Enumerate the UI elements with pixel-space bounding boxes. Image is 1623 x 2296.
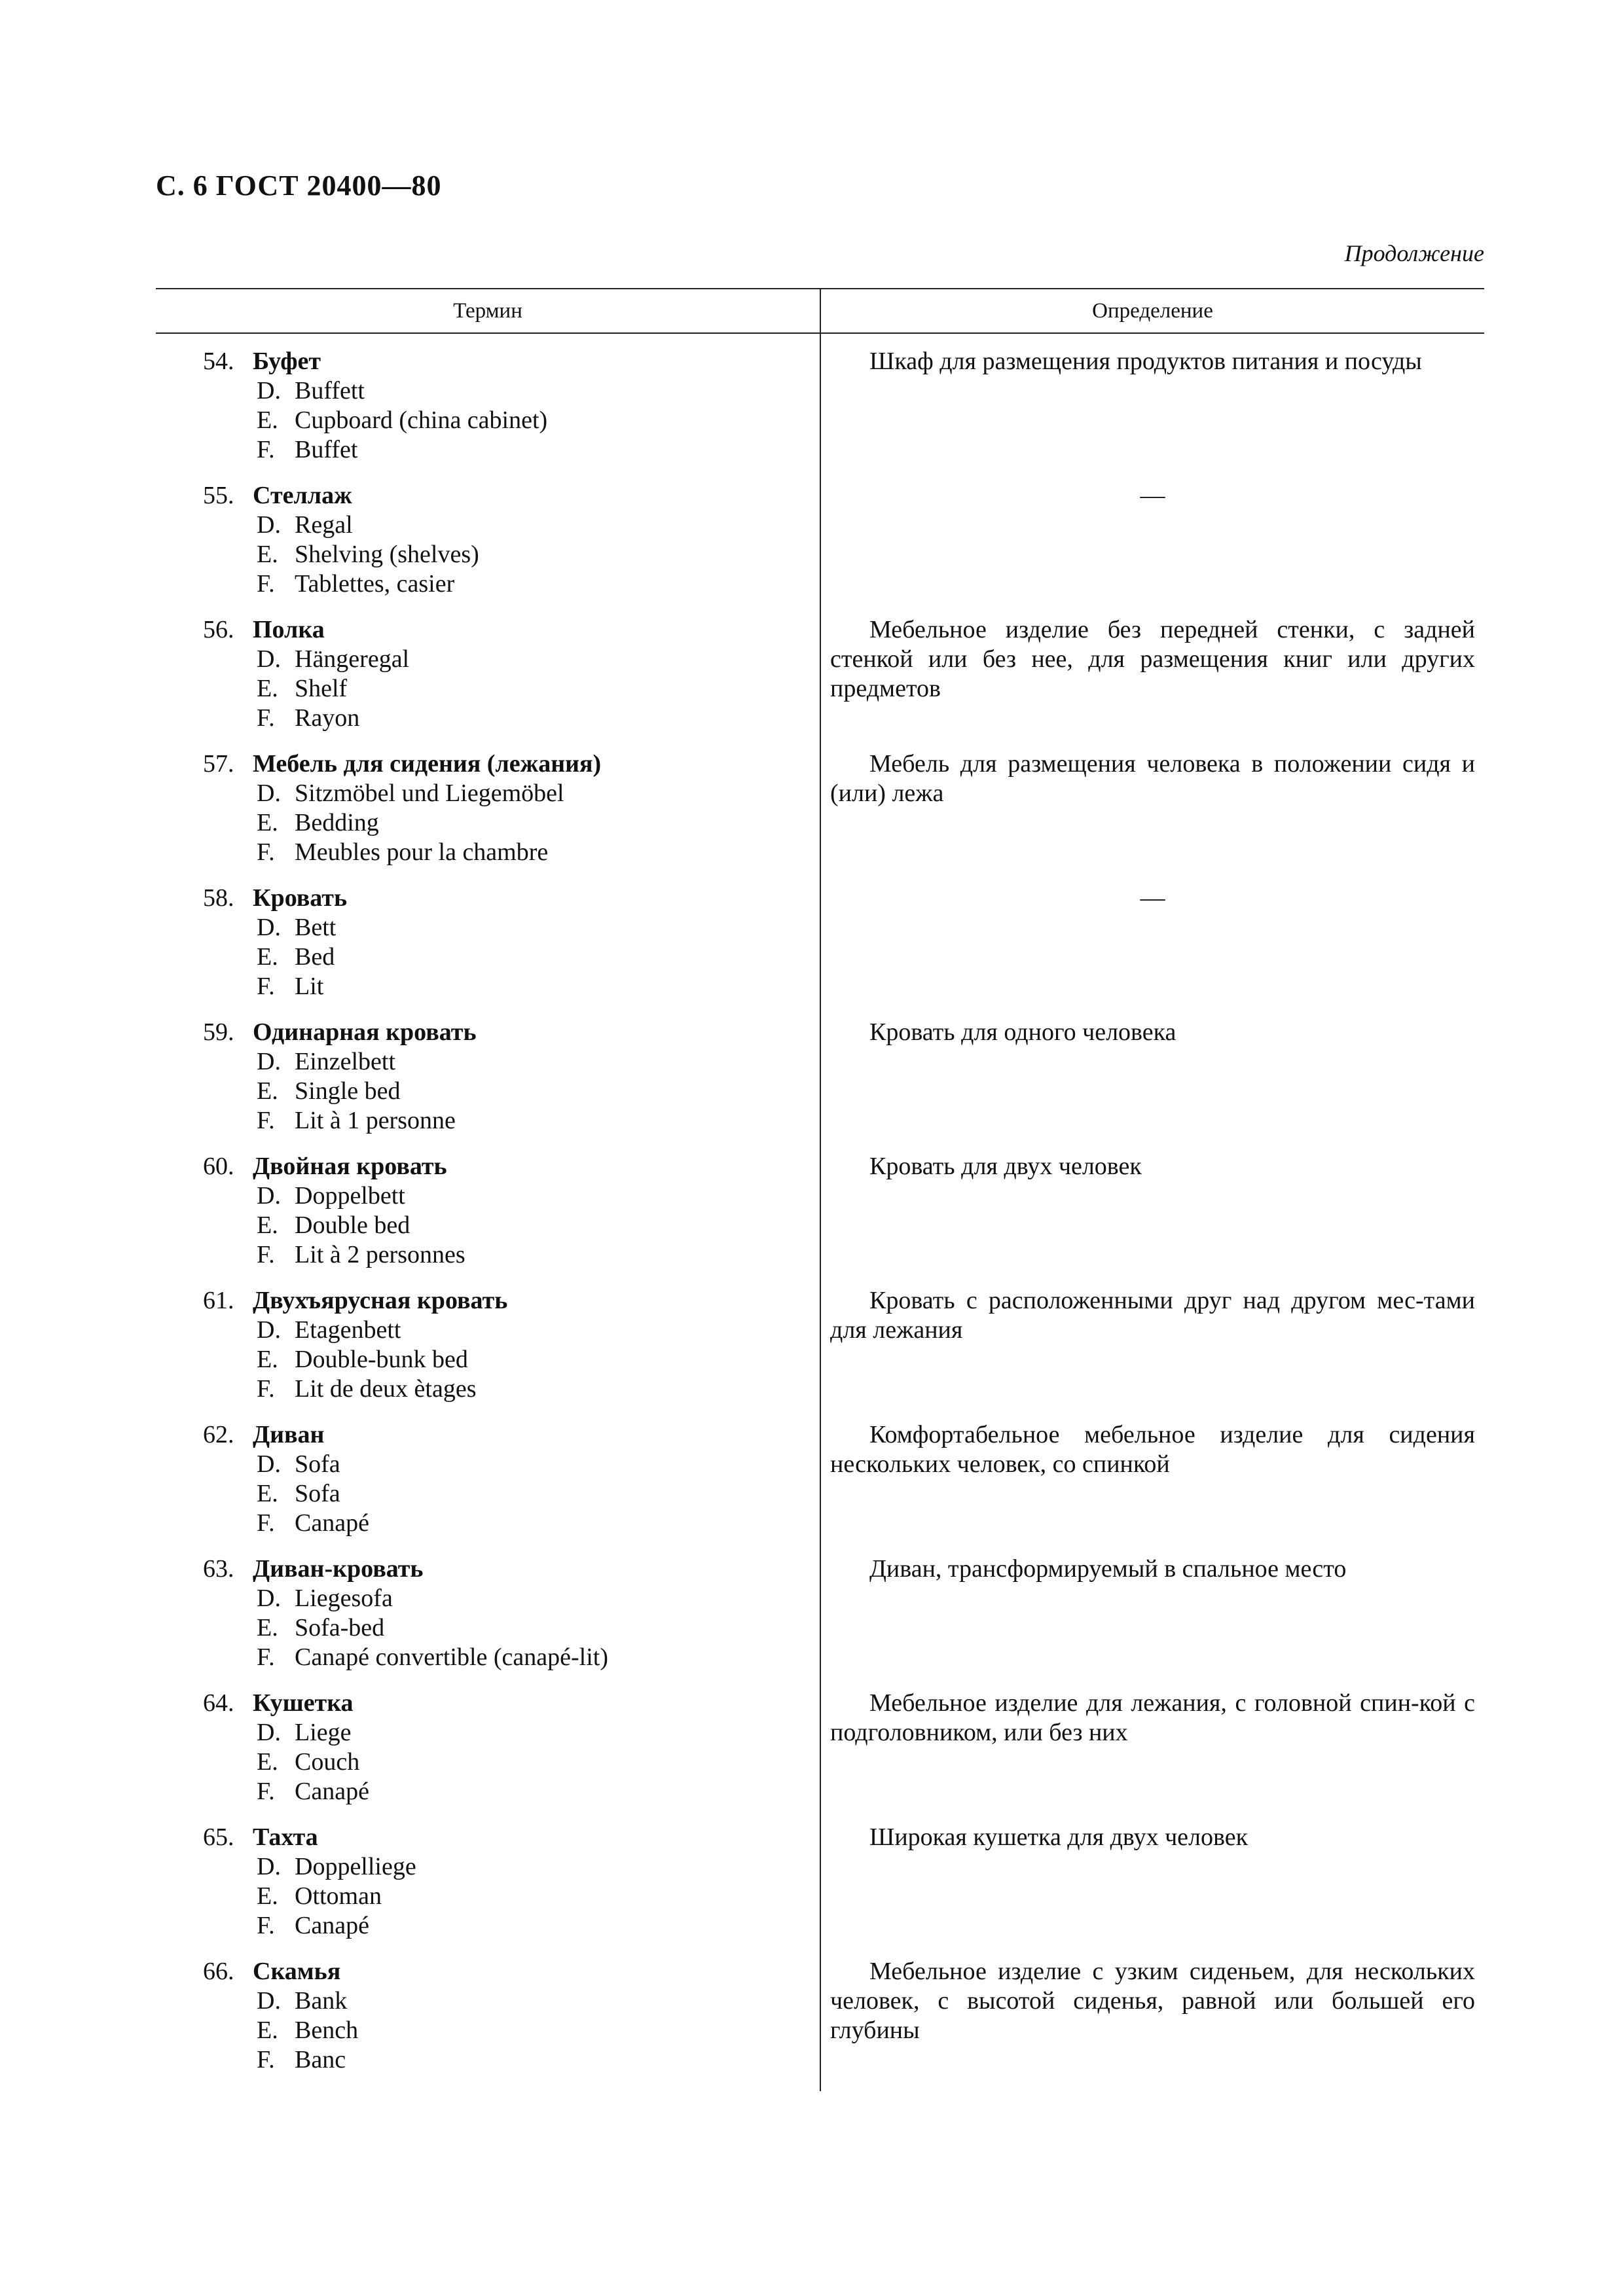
lang-code: E.: [257, 1748, 278, 1776]
term-line: [156, 1420, 820, 1450]
term-german: D. Doppelliege: [257, 1853, 416, 1880]
term-german: D. Liegesofa: [257, 1585, 393, 1612]
term-name: Одинарная кровать: [253, 1018, 477, 1046]
definition-text: Кровать для двух человек: [869, 1153, 1142, 1180]
term-german: D. Regal: [257, 511, 353, 539]
term-number: 62.: [203, 1421, 234, 1448]
definition-cell: [820, 1823, 1484, 1957]
term-name: Кушетка: [253, 1689, 354, 1717]
term-english: E. Double bed: [257, 1211, 410, 1239]
lang-code: D.: [257, 1585, 281, 1612]
table-row: [156, 884, 1484, 1018]
term-line: [156, 884, 820, 913]
term-line: [156, 1554, 820, 1584]
term-german: D. Sofa: [257, 1450, 340, 1478]
lang-code: D.: [257, 511, 281, 539]
lang-code: E.: [257, 1346, 278, 1373]
term-number: 60.: [203, 1153, 234, 1180]
term-line: [156, 1018, 820, 1047]
lang-code: E.: [257, 1614, 278, 1641]
term-cell: [156, 347, 820, 481]
definition-text: Широкая кушетка для двух человек: [869, 1823, 1249, 1851]
lang-code: D.: [257, 1316, 281, 1344]
term-french: F. Canapé: [257, 1509, 369, 1537]
definition-cell: [820, 884, 1484, 1018]
lang-code: D.: [257, 1182, 281, 1210]
term-cell: [156, 1957, 820, 2091]
definition-cell: [820, 1152, 1484, 1286]
term-name: Диван-кровать: [253, 1555, 424, 1583]
term-cell: [156, 1018, 820, 1152]
term-number: 59.: [203, 1018, 234, 1046]
lang-code: E.: [257, 406, 278, 434]
term-number: 56.: [203, 616, 234, 643]
term-german: D. Bank: [257, 1987, 348, 2015]
definition-text: Мебельное изделие без передней стенки, с задней стенкой или без нее, для размещения книг или других предметов: [830, 616, 1475, 702]
term-line: [156, 1286, 820, 1316]
lang-code: F.: [257, 1643, 275, 1671]
definition-cell: [820, 1957, 1484, 2091]
table-row: [156, 1152, 1484, 1286]
term-cell: [156, 615, 820, 749]
term-french: F. Buffet: [257, 436, 358, 463]
term-english: E. Bench: [257, 2017, 359, 2044]
lang-code: F.: [257, 1778, 275, 1805]
lang-code: E.: [257, 1480, 278, 1507]
lang-code: F.: [257, 1241, 275, 1268]
term-name: Скамья: [253, 1958, 341, 1985]
term-english: E. Shelving (shelves): [257, 541, 479, 568]
lang-code: E.: [257, 541, 278, 568]
table-row: [156, 1554, 1484, 1689]
term-line: [156, 481, 820, 511]
term-german: D. Bett: [257, 914, 337, 941]
table-row: [156, 481, 1484, 615]
lang-code: F.: [257, 704, 275, 732]
term-german: D. Einzelbett: [257, 1048, 396, 1075]
lang-code: D.: [257, 1853, 281, 1880]
lang-code: E.: [257, 675, 278, 702]
definition-text: —: [1140, 884, 1165, 912]
term-cell: [156, 884, 820, 1018]
terms-table: [156, 288, 1484, 2091]
table-row: [156, 1018, 1484, 1152]
term-line: [156, 1152, 820, 1181]
definition-text: Мебель для размещения человека в положении сидя и (или) лежа: [830, 750, 1475, 807]
term-english: E. Single bed: [257, 1077, 401, 1105]
term-name: Буфет: [253, 348, 321, 375]
lang-code: E.: [257, 943, 278, 971]
term-number: 65.: [203, 1823, 234, 1851]
term-german: D. Doppelbett: [257, 1182, 405, 1210]
table-row: [156, 1689, 1484, 1823]
term-french: F. Lit à 1 personne: [257, 1107, 456, 1134]
term-number: 55.: [203, 482, 234, 509]
term-english: E. Couch: [257, 1748, 360, 1776]
lang-code: D.: [257, 645, 281, 673]
term-name: Двухъярусная кровать: [253, 1287, 508, 1314]
continuation-label: Продолжение: [1344, 240, 1484, 266]
term-name: Полка: [253, 616, 325, 643]
lang-code: F.: [257, 1107, 275, 1134]
term-cell: [156, 1689, 820, 1823]
lang-code: D.: [257, 1987, 281, 2015]
definition-text: Диван, трансформируемый в спальное место: [869, 1555, 1347, 1583]
term-line: [156, 615, 820, 645]
lang-code: D.: [257, 914, 281, 941]
lang-code: F.: [257, 838, 275, 866]
lang-code: E.: [257, 809, 278, 836]
table-row: [156, 1420, 1484, 1554]
definition-text: Кровать с расположенными друг над другом мес-тами для лежания: [830, 1287, 1475, 1344]
term-english: E. Bedding: [257, 809, 379, 836]
definition-cell: [820, 481, 1484, 615]
table-body: [156, 334, 1484, 2091]
term-name: Диван: [253, 1421, 325, 1448]
table-row: [156, 1823, 1484, 1957]
term-number: 66.: [203, 1958, 234, 1985]
term-french: F. Lit à 2 personnes: [257, 1241, 465, 1268]
term-name: Двойная кровать: [253, 1153, 447, 1180]
term-cell: [156, 1823, 820, 1957]
term-english: E. Shelf: [257, 675, 348, 702]
term-name: Стеллаж: [253, 482, 352, 509]
lang-code: D.: [257, 1048, 281, 1075]
lang-code: E.: [257, 2017, 278, 2044]
term-name: Тахта: [253, 1823, 318, 1851]
lang-code: D.: [257, 1450, 281, 1478]
lang-code: D.: [257, 780, 281, 807]
term-cell: [156, 749, 820, 884]
term-french: F. Lit: [257, 973, 324, 1000]
term-english: E. Sofa: [257, 1480, 340, 1507]
term-french: F. Lit de deux ètages: [257, 1375, 477, 1403]
term-number: 61.: [203, 1287, 234, 1314]
lang-code: D.: [257, 1719, 281, 1746]
term-line: [156, 749, 820, 779]
table-row: [156, 749, 1484, 884]
page-header: С. 6 ГОСТ 20400—80: [156, 170, 442, 202]
term-number: 63.: [203, 1555, 234, 1583]
lang-code: D.: [257, 377, 281, 404]
term-number: 64.: [203, 1689, 234, 1717]
term-french: F. Canapé: [257, 1778, 369, 1805]
term-line: [156, 1689, 820, 1718]
term-name: Кровать: [253, 884, 348, 912]
term-line: [156, 1823, 820, 1852]
lang-code: E.: [257, 1882, 278, 1910]
table-row: [156, 1957, 1484, 2091]
definition-cell: [820, 347, 1484, 481]
table-row: [156, 334, 1484, 481]
term-number: 54.: [203, 348, 234, 375]
term-french: F. Canapé: [257, 1912, 369, 1939]
lang-code: F.: [257, 1912, 275, 1939]
term-cell: [156, 481, 820, 615]
term-german: D. Hängeregal: [257, 645, 410, 673]
definition-text: Кровать для одного человека: [869, 1018, 1176, 1046]
definition-text: Мебельное изделие с узким сиденьем, для нескольких человек, с высотой сиденья, равной или большей его глубины: [830, 1958, 1475, 2044]
term-english: E. Double-bunk bed: [257, 1346, 468, 1373]
definition-cell: [820, 1689, 1484, 1823]
definition-text: Комфортабельное мебельное изделие для сидения нескольких человек, со спинкой: [830, 1421, 1475, 1478]
lang-code: F.: [257, 436, 275, 463]
lang-code: F.: [257, 570, 275, 598]
definition-cell: [820, 749, 1484, 884]
term-english: E. Bed: [257, 943, 335, 971]
term-english: E. Ottoman: [257, 1882, 382, 1910]
term-german: D. Liege: [257, 1719, 352, 1746]
column-header-term: Термин: [156, 289, 821, 332]
lang-code: E.: [257, 1211, 278, 1239]
term-number: 57.: [203, 750, 234, 778]
lang-code: E.: [257, 1077, 278, 1105]
term-french: F. Tablettes, casier: [257, 570, 455, 598]
definition-text: —: [1140, 482, 1165, 509]
term-line: [156, 347, 820, 376]
term-cell: [156, 1152, 820, 1286]
term-english: E. Cupboard (china cabinet): [257, 406, 548, 434]
term-german: D. Buffett: [257, 377, 365, 404]
definition-cell: [820, 1554, 1484, 1689]
definition-cell: [820, 1420, 1484, 1554]
term-cell: [156, 1554, 820, 1689]
term-french: F. Canapé convertible (canapé-lit): [257, 1643, 608, 1671]
term-name: Мебель для сидения (лежания): [253, 750, 602, 778]
definition-cell: [820, 615, 1484, 749]
lang-code: F.: [257, 973, 275, 1000]
column-header-definition: Определение: [1092, 298, 1213, 323]
table-row: [156, 1286, 1484, 1420]
definition-cell: [820, 1286, 1484, 1420]
term-line: [156, 1957, 820, 1986]
term-cell: [156, 1286, 820, 1420]
table-row: [156, 615, 1484, 749]
definition-cell: [820, 1018, 1484, 1152]
term-number: 58.: [203, 884, 234, 912]
term-french: F. Banc: [257, 2046, 346, 2073]
term-german: D. Sitzmöbel und Liegemöbel: [257, 780, 564, 807]
definition-text: Мебельное изделие для лежания, с головной спин-кой с подголовником, или без них: [830, 1689, 1475, 1746]
term-cell: [156, 1420, 820, 1554]
term-french: F. Rayon: [257, 704, 360, 732]
lang-code: F.: [257, 1509, 275, 1537]
table-header: [156, 289, 1484, 334]
definition-text: Шкаф для размещения продуктов питания и посуды: [869, 348, 1422, 375]
lang-code: F.: [257, 1375, 275, 1403]
lang-code: F.: [257, 2046, 275, 2073]
term-english: E. Sofa-bed: [257, 1614, 385, 1641]
term-french: F. Meubles pour la chambre: [257, 838, 549, 866]
term-german: D. Etagenbett: [257, 1316, 401, 1344]
